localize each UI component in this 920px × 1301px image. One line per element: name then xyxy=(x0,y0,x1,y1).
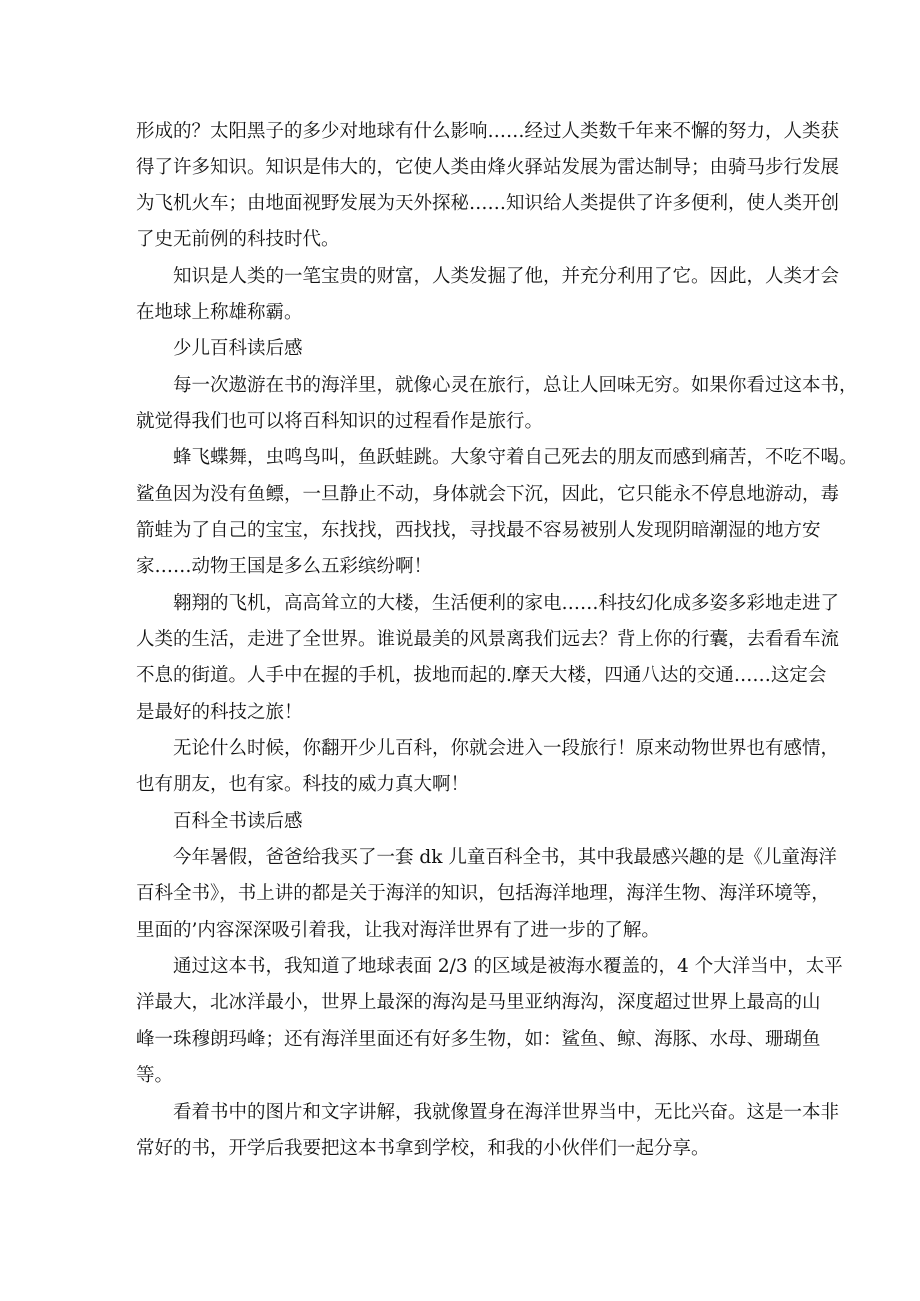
paragraph-line: 峰一珠穆朗玛峰；还有海洋里面还有好多生物，如：鲨鱼、鲸、海豚、水母、珊瑚鱼 xyxy=(136,1029,821,1050)
paragraph-line: 鲨鱼因为没有鱼鳔，一旦静止不动，身体就会下沉，因此，它只能永不停息地游动，毒 xyxy=(136,484,840,505)
paragraph-line: 无论什么时候，你翻开少儿百科，你就会进入一段旅行！原来动物世界也有感情， xyxy=(173,738,840,759)
paragraph-line: 百科全书》，书上讲的都是关于海洋的知识，包括海洋地理，海洋生物、海洋环境等， xyxy=(136,883,830,904)
paragraph-line: 今年暑假，爸爸给我买了一套 dk 儿童百科全书，其中我最感兴趣的是《儿童海洋 xyxy=(173,847,837,868)
paragraph-line: 人类的生活，走进了全世界。谁说最美的风景离我们远去？背上你的行囊，去看看车流 xyxy=(136,629,840,650)
paragraph-line: 洋最大，北冰洋最小，世界上最深的海沟是马里亚纳海沟，深度超过世界上最高的山 xyxy=(136,992,821,1013)
paragraph-line: 箭蛙为了自己的宝宝，东找找，西找找，寻找最不容易被别人发现阴暗潮湿的地方安 xyxy=(136,520,821,541)
paragraph-line: 在地球上称雄称霸。 xyxy=(136,302,303,323)
paragraph-line: 为飞机火车；由地面视野发展为天外探秘……知识给人类提供了许多便利，使人类开创 xyxy=(136,193,840,214)
paragraph-line: 通过这本书，我知道了地球表面 2/3 的区域是被海水覆盖的，4 个大洋当中，太平 xyxy=(173,956,843,977)
paragraph-line: 知识是人类的一笔宝贵的财富，人类发掘了他，并充分利用了它。因此，人类才会 xyxy=(173,266,840,287)
paragraph-line: 翱翔的飞机，高高耸立的大楼，生活便利的家电……科技幻化成多姿多彩地走进了 xyxy=(173,593,840,614)
section-heading: 百科全书读后感 xyxy=(173,811,303,832)
paragraph-line: 家……动物王国是多么五彩缤纷啊！ xyxy=(136,556,433,577)
paragraph-line: 蜂飞蝶舞，虫鸣鸟叫，鱼跃蛙跳。大象守着自己死去的朋友而感到痛苦，不吃不喝。 xyxy=(173,447,858,468)
paragraph-line: 每一次遨游在书的海洋里，就像心灵在旅行，总让人回味无穷。如果你看过这本书， xyxy=(173,375,858,396)
paragraph-line: 里面的’内容深深吸引着我，让我对海洋世界有了进一步的了解。 xyxy=(136,920,660,941)
section-heading: 少儿百科读后感 xyxy=(173,338,303,359)
paragraph-line: 是最好的科技之旅！ xyxy=(136,702,303,723)
paragraph-line: 了史无前例的科技时代。 xyxy=(136,229,340,250)
paragraph-line: 常好的书，开学后我要把这本书拿到学校，和我的小伙伴们一起分享。 xyxy=(136,1138,710,1159)
paragraph-line: 得了许多知识。知识是伟大的，它使人类由烽火驿站发展为雷达制导；由骑马步行发展 xyxy=(136,157,840,178)
paragraph-line: 不息的街道。人手中在握的手机，拔地而起的.摩天大楼，四通八达的交通……这定会 xyxy=(136,665,827,686)
paragraph-line: 看着书中的图片和文字讲解，我就像置身在海洋世界当中，无比兴奋。这是一本非 xyxy=(173,1102,840,1123)
paragraph-line: 也有朋友，也有家。科技的威力真大啊！ xyxy=(136,774,470,795)
paragraph-line: 等。 xyxy=(136,1065,174,1086)
paragraph-line: 就觉得我们也可以将百科知识的过程看作是旅行。 xyxy=(136,411,544,432)
paragraph-line: 形成的？太阳黑子的多少对地球有什么影响……经过人类数千年来不懈的努力，人类获 xyxy=(136,121,840,142)
